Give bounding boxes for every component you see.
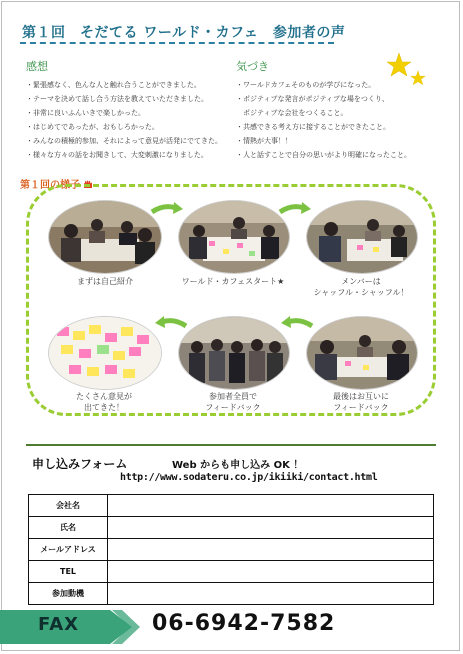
fax-number: 06-6942-7582: [152, 611, 336, 636]
awareness-item: ・人と話すことで自分の思いがより明確になったこと。: [236, 151, 411, 159]
photo-many-ideas: [48, 316, 162, 390]
page-title: 第１回 そだてる ワールド・カフェ 参加者の声: [22, 25, 346, 41]
arrow-right-icon: [278, 202, 312, 218]
awareness-item: ・ワールドカフェそのものが学びになった。: [236, 81, 376, 89]
section-divider: [26, 444, 436, 446]
photo-cafe-start: [178, 200, 290, 274]
photo-shuffle: [306, 200, 418, 274]
photo-introductions: [48, 200, 162, 274]
field-label-name: 氏名: [29, 517, 108, 539]
awareness-heading: 気づき: [236, 60, 269, 73]
impression-item: ・テーマを決めて話し合う方法を教えていただきました。: [26, 95, 208, 103]
field-input-tel[interactable]: [108, 561, 434, 583]
field-label-tel: TEL: [29, 561, 108, 583]
impressions-heading: 感想: [26, 60, 48, 73]
star-icon: [410, 70, 426, 86]
caption-shuffle: メンバーは シャッフル・シャッフル！: [313, 277, 409, 297]
impression-item: ・様々な方々の話をお聞きして、大変刺激になりました。: [26, 151, 208, 159]
web-application-note: Web からも申し込み OK ！: [172, 460, 304, 471]
caption-cafe-start: ワールド・カフェスタート★: [181, 277, 285, 286]
arrow-left-icon: [280, 316, 314, 332]
photo-mutual-feedback: [306, 316, 418, 390]
awareness-item: ・情熱が大事！！: [236, 137, 292, 145]
impression-item: ・はじめてであったが、おもしろかった。: [26, 123, 159, 131]
impressions-section: [26, 58, 222, 162]
form-row: [29, 539, 434, 561]
contact-url[interactable]: http://www.sodateru.co.jp/ikiiki/contact.html: [120, 472, 378, 483]
photo-group-feedback: [178, 316, 290, 390]
field-input-motivation[interactable]: [108, 583, 434, 605]
form-title: 申し込みフォーム: [32, 457, 128, 471]
field-input-email[interactable]: [108, 539, 434, 561]
gallery-heading-text: 第１回の様子: [20, 180, 80, 191]
caption-many-ideas: たくさん意見が 出てきた！: [76, 392, 132, 412]
awareness-item: ・ポジティブな発言がポジティブな場をつくり、: [236, 95, 389, 103]
caption-mutual-feedback: 最後はお互いに フィードバック: [333, 392, 389, 412]
fax-label: FAX: [38, 614, 80, 635]
impression-item: ・非常に良いふんいきで楽しかった。: [26, 109, 145, 117]
arrow-left-icon: [154, 316, 188, 332]
title-underline: [20, 42, 334, 44]
field-label-company: 会社名: [29, 495, 108, 517]
caption-group-feedback: 参加者全員で フィードバック: [205, 392, 261, 412]
awareness-section: [236, 58, 411, 162]
form-row: [29, 495, 434, 517]
form-row: [29, 561, 434, 583]
application-form-table: [28, 494, 434, 605]
arrow-right-icon: [150, 202, 184, 218]
field-label-email: メールアドレス: [29, 539, 108, 561]
impression-item: ・みんなの積極的参加、それによって意見が活発にでてきた。: [26, 137, 222, 145]
awareness-item: ポジティブな会社をつくること。: [236, 109, 348, 117]
field-label-motivation: 参加動機: [29, 583, 108, 605]
field-input-name[interactable]: [108, 517, 434, 539]
field-input-company[interactable]: [108, 495, 434, 517]
form-row: [29, 517, 434, 539]
form-row: [29, 583, 434, 605]
caption-introductions: まずは自己紹介: [77, 277, 133, 286]
impression-item: ・緊張感なく、色んな人と触れ合うことができました。: [26, 81, 201, 89]
awareness-item: ・共感できる考え方に接することができたこと。: [236, 123, 390, 131]
